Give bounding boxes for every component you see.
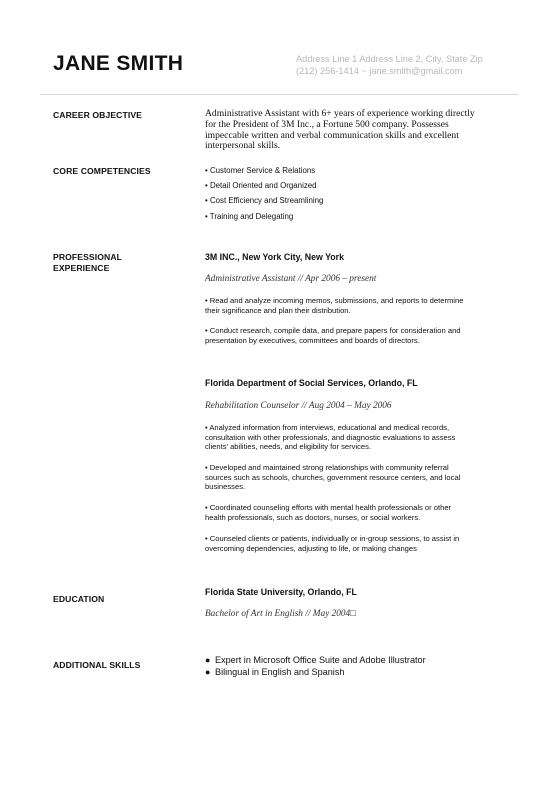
list-item: ● Expert in Microsoft Office Suite and Adobe Illustrator xyxy=(205,655,426,665)
contact-info xyxy=(296,54,483,77)
additional-skills-label: ADDITIONAL SKILLS xyxy=(53,660,141,670)
job-bullet: • Developed and maintained strong relationships with community referral sources such as schools, churches, government resource centers, and local businesses. xyxy=(205,463,461,492)
phone-email-line: (212) 256-1414 ~ jane.smith@gmail.com xyxy=(296,65,463,76)
job-bullet: • Analyzed information from interviews, educational and medical records, consultation with other professionals, and diagnostic evaluations to assess clients' abilities, needs, and eligibility for services. xyxy=(205,423,456,452)
career-objective-label: CAREER OBJECTIVE xyxy=(53,110,142,120)
job-bullet: • Read and analyze incoming memos, submissions, and reports to determine their significance and plan their distribution. xyxy=(205,296,464,315)
list-item: • Training and Delegating xyxy=(205,211,294,221)
list-item: • Cost Efficiency and Streamlining xyxy=(205,196,324,206)
list-item: ● Bilingual in English and Spanish xyxy=(205,667,345,677)
job-role: Administrative Assistant // Apr 2006 – present xyxy=(205,274,377,284)
job-role: Rehabilitation Counselor // Aug 2004 – May 2006 xyxy=(205,401,392,411)
job-employer: 3M INC., New York City, New York xyxy=(205,252,344,262)
education-degree: Bachelor of Art in English // May 2004□ xyxy=(205,609,356,619)
job-bullet: • Counseled clients or patients, individually or in-group sessions, to assist in overcoming dependencies, adjusting to life, or making changes xyxy=(205,534,460,553)
address-line: Address Line 1 Address Line 2, City, State Zip xyxy=(296,54,483,64)
core-competencies-list xyxy=(205,166,323,222)
education-label: EDUCATION xyxy=(53,594,105,604)
bullet-icon: ● xyxy=(205,667,211,677)
job-employer: Florida Department of Social Services, Orlando, FL xyxy=(205,378,418,388)
candidate-name: JANE SMITH xyxy=(53,52,184,75)
bullet-icon: ● xyxy=(205,655,211,665)
list-item: • Customer Service & Relations xyxy=(205,166,316,175)
list-item: • Detail Oriented and Organized xyxy=(205,181,317,191)
header-divider xyxy=(40,94,518,95)
career-objective-text: Administrative Assistant with 6+ years of experience working directly for the President of 3M Inc., a Fortune 500 company. Possesses impeccable written and verbal communication skills and excellent interpersonal skills. xyxy=(205,108,475,152)
additional-skills-list xyxy=(205,654,426,678)
professional-experience-label: PROFESSIONAL EXPERIENCE xyxy=(53,252,123,273)
core-competencies-label: CORE COMPETENCIES xyxy=(53,166,151,176)
job-bullet: • Coordinated counseling efforts with mental health professionals or other health professionals, such as doctors, nurses, or social workers. xyxy=(205,503,452,522)
job-bullet: • Conduct research, compile data, and prepare papers for consideration and presentation by executives, committees and boards of directors. xyxy=(205,326,461,345)
education-school: Florida State University, Orlando, FL xyxy=(205,587,357,597)
